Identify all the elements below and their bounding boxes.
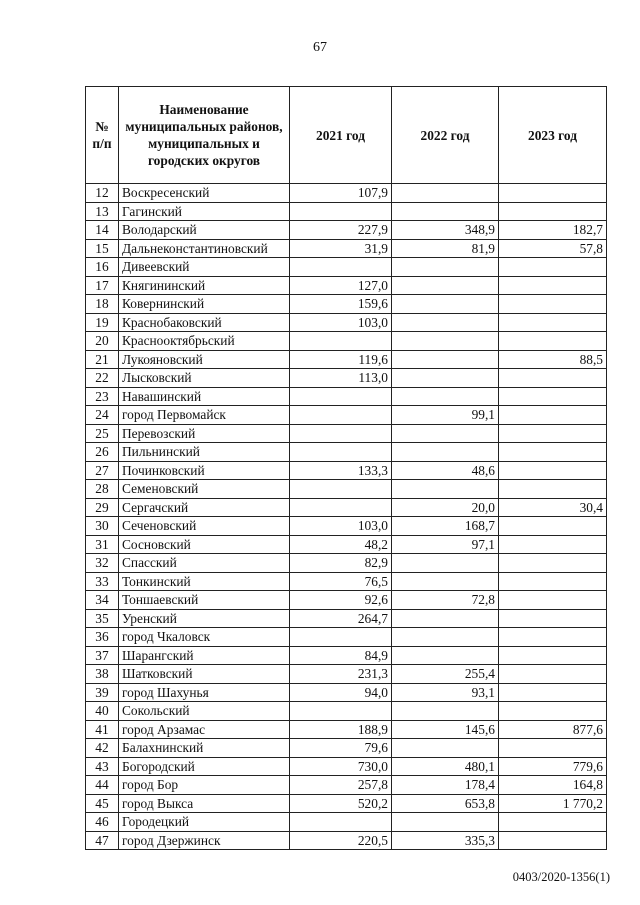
municipality-name-cell: Воскресенский: [119, 184, 290, 203]
value-2023-cell: [499, 683, 607, 702]
value-2022-cell: 348,9: [392, 221, 499, 240]
value-2021-cell: 31,9: [290, 239, 392, 258]
table-row: [86, 313, 607, 332]
value-2023-cell: [499, 517, 607, 536]
municipality-name-cell: город Арзамас: [119, 720, 290, 739]
value-2021-cell: 264,7: [290, 609, 392, 628]
municipality-name-cell: Дальнеконстантиновский: [119, 239, 290, 258]
row-number-cell: 32: [86, 554, 119, 573]
row-number-cell: 18: [86, 295, 119, 314]
municipality-name-cell: Ковернинский: [119, 295, 290, 314]
value-2023-cell: 877,6: [499, 720, 607, 739]
municipality-name-cell: Сеченовский: [119, 517, 290, 536]
value-2021-cell: 188,9: [290, 720, 392, 739]
row-number-cell: 15: [86, 239, 119, 258]
value-2022-cell: 653,8: [392, 794, 499, 813]
row-number-cell: 47: [86, 831, 119, 850]
municipality-name-cell: город Бор: [119, 776, 290, 795]
value-2021-cell: [290, 202, 392, 221]
table-row: [86, 794, 607, 813]
value-2021-cell: 227,9: [290, 221, 392, 240]
value-2023-cell: [499, 628, 607, 647]
header-year-2022: 2022 год: [392, 87, 499, 184]
row-number-cell: 22: [86, 369, 119, 388]
table-row: [86, 683, 607, 702]
value-2022-cell: [392, 258, 499, 277]
value-2022-cell: [392, 332, 499, 351]
table-row: [86, 498, 607, 517]
table-row: [86, 369, 607, 388]
table-row: [86, 591, 607, 610]
value-2021-cell: 133,3: [290, 461, 392, 480]
municipality-name-cell: Краснобаковский: [119, 313, 290, 332]
municipality-name-cell: Дивеевский: [119, 258, 290, 277]
value-2022-cell: 72,8: [392, 591, 499, 610]
value-2021-cell: 103,0: [290, 313, 392, 332]
row-number-cell: 34: [86, 591, 119, 610]
value-2023-cell: [499, 443, 607, 462]
table-row: [86, 628, 607, 647]
value-2021-cell: [290, 443, 392, 462]
value-2023-cell: [499, 406, 607, 425]
table-row: [86, 480, 607, 499]
table-body: [86, 184, 607, 850]
value-2023-cell: [499, 572, 607, 591]
row-number-cell: 19: [86, 313, 119, 332]
row-number-cell: 38: [86, 665, 119, 684]
table-row: [86, 239, 607, 258]
value-2023-cell: [499, 295, 607, 314]
value-2022-cell: 20,0: [392, 498, 499, 517]
table-row: [86, 332, 607, 351]
value-2022-cell: [392, 554, 499, 573]
municipality-name-cell: Княгининский: [119, 276, 290, 295]
page-number: 67: [313, 40, 327, 55]
value-2022-cell: 168,7: [392, 517, 499, 536]
value-2021-cell: [290, 702, 392, 721]
value-2022-cell: 99,1: [392, 406, 499, 425]
municipality-name-cell: Лысковский: [119, 369, 290, 388]
value-2022-cell: [392, 276, 499, 295]
value-2022-cell: [392, 295, 499, 314]
row-number-cell: 26: [86, 443, 119, 462]
value-2023-cell: [499, 202, 607, 221]
value-2022-cell: [392, 739, 499, 758]
value-2022-cell: 48,6: [392, 461, 499, 480]
value-2021-cell: 231,3: [290, 665, 392, 684]
value-2022-cell: 81,9: [392, 239, 499, 258]
table-header-row: [86, 87, 607, 184]
value-2021-cell: 103,0: [290, 517, 392, 536]
table-row: [86, 424, 607, 443]
value-2023-cell: [499, 313, 607, 332]
table-row: [86, 757, 607, 776]
value-2022-cell: 335,3: [392, 831, 499, 850]
value-2023-cell: 88,5: [499, 350, 607, 369]
value-2022-cell: [392, 202, 499, 221]
municipality-name-cell: Балахнинский: [119, 739, 290, 758]
municipality-name-cell: Сосновский: [119, 535, 290, 554]
municipality-name-cell: Городецкий: [119, 813, 290, 832]
table-row: [86, 406, 607, 425]
value-2021-cell: [290, 406, 392, 425]
row-number-cell: 25: [86, 424, 119, 443]
row-number-cell: 36: [86, 628, 119, 647]
municipality-name-cell: Шарангский: [119, 646, 290, 665]
municipality-name-cell: Семеновский: [119, 480, 290, 499]
row-number-cell: 12: [86, 184, 119, 203]
value-2021-cell: [290, 258, 392, 277]
table-row: [86, 702, 607, 721]
municipality-name-cell: Перевозский: [119, 424, 290, 443]
table-row: [86, 221, 607, 240]
value-2022-cell: [392, 813, 499, 832]
value-2022-cell: [392, 424, 499, 443]
value-2022-cell: [392, 369, 499, 388]
value-2021-cell: 730,0: [290, 757, 392, 776]
value-2021-cell: 48,2: [290, 535, 392, 554]
value-2021-cell: [290, 813, 392, 832]
value-2022-cell: 178,4: [392, 776, 499, 795]
value-2023-cell: 182,7: [499, 221, 607, 240]
value-2021-cell: 119,6: [290, 350, 392, 369]
value-2023-cell: [499, 480, 607, 499]
value-2023-cell: [499, 258, 607, 277]
document-code: 0403/2020-1356(1): [512, 870, 610, 884]
value-2022-cell: [392, 184, 499, 203]
row-number-cell: 29: [86, 498, 119, 517]
table-row: [86, 387, 607, 406]
municipality-name-cell: город Шахунья: [119, 683, 290, 702]
row-number-cell: 27: [86, 461, 119, 480]
municipality-name-cell: Навашинский: [119, 387, 290, 406]
row-number-cell: 28: [86, 480, 119, 499]
municipality-name-cell: Тонкинский: [119, 572, 290, 591]
value-2021-cell: [290, 628, 392, 647]
value-2022-cell: 93,1: [392, 683, 499, 702]
value-2023-cell: [499, 369, 607, 388]
value-2021-cell: 220,5: [290, 831, 392, 850]
row-number-cell: 45: [86, 794, 119, 813]
row-number-cell: 16: [86, 258, 119, 277]
municipality-name-cell: Богородский: [119, 757, 290, 776]
row-number-cell: 20: [86, 332, 119, 351]
value-2023-cell: [499, 609, 607, 628]
table-row: [86, 665, 607, 684]
row-number-cell: 13: [86, 202, 119, 221]
value-2021-cell: 107,9: [290, 184, 392, 203]
value-2021-cell: 127,0: [290, 276, 392, 295]
table-row: [86, 258, 607, 277]
municipality-name-cell: Сергачский: [119, 498, 290, 517]
table-row: [86, 202, 607, 221]
value-2021-cell: 84,9: [290, 646, 392, 665]
municipality-name-cell: город Дзержинск: [119, 831, 290, 850]
value-2022-cell: 97,1: [392, 535, 499, 554]
table-row: [86, 276, 607, 295]
value-2021-cell: [290, 498, 392, 517]
table-row: [86, 461, 607, 480]
value-2023-cell: [499, 424, 607, 443]
table-row: [86, 813, 607, 832]
row-number-cell: 44: [86, 776, 119, 795]
table-row: [86, 517, 607, 536]
table-row: [86, 720, 607, 739]
row-number-cell: 40: [86, 702, 119, 721]
value-2023-cell: 30,4: [499, 498, 607, 517]
row-number-cell: 30: [86, 517, 119, 536]
value-2021-cell: 94,0: [290, 683, 392, 702]
value-2023-cell: [499, 739, 607, 758]
value-2022-cell: [392, 628, 499, 647]
municipality-name-cell: город Чкаловск: [119, 628, 290, 647]
table-row: [86, 295, 607, 314]
table-row: [86, 776, 607, 795]
municipality-name-cell: Сокольский: [119, 702, 290, 721]
value-2022-cell: 145,6: [392, 720, 499, 739]
value-2022-cell: [392, 387, 499, 406]
value-2023-cell: [499, 665, 607, 684]
value-2022-cell: [392, 702, 499, 721]
value-2022-cell: [392, 350, 499, 369]
municipality-name-cell: Тоншаевский: [119, 591, 290, 610]
value-2021-cell: [290, 387, 392, 406]
header-municipality-name: Наименование муниципальных районов, муниципальных и городских округов: [119, 87, 290, 184]
value-2023-cell: [499, 332, 607, 351]
municipality-name-cell: Пильнинский: [119, 443, 290, 462]
row-number-cell: 41: [86, 720, 119, 739]
value-2023-cell: [499, 702, 607, 721]
value-2023-cell: [499, 554, 607, 573]
row-number-cell: 31: [86, 535, 119, 554]
value-2023-cell: [499, 387, 607, 406]
row-number-cell: 39: [86, 683, 119, 702]
value-2022-cell: [392, 609, 499, 628]
value-2022-cell: [392, 313, 499, 332]
municipality-name-cell: Починковский: [119, 461, 290, 480]
header-number: № п/п: [86, 87, 119, 184]
header-year-2023: 2023 год: [499, 87, 607, 184]
value-2022-cell: [392, 572, 499, 591]
row-number-cell: 46: [86, 813, 119, 832]
value-2023-cell: 779,6: [499, 757, 607, 776]
value-2021-cell: 79,6: [290, 739, 392, 758]
value-2021-cell: 257,8: [290, 776, 392, 795]
value-2021-cell: 159,6: [290, 295, 392, 314]
row-number-cell: 17: [86, 276, 119, 295]
municipality-name-cell: город Выкса: [119, 794, 290, 813]
table-row: [86, 535, 607, 554]
table-row: [86, 554, 607, 573]
value-2023-cell: [499, 535, 607, 554]
value-2021-cell: 113,0: [290, 369, 392, 388]
row-number-cell: 14: [86, 221, 119, 240]
municipality-name-cell: Гагинский: [119, 202, 290, 221]
value-2022-cell: [392, 480, 499, 499]
municipality-name-cell: Володарский: [119, 221, 290, 240]
row-number-cell: 21: [86, 350, 119, 369]
row-number-cell: 37: [86, 646, 119, 665]
row-number-cell: 33: [86, 572, 119, 591]
value-2022-cell: [392, 443, 499, 462]
value-2023-cell: 1 770,2: [499, 794, 607, 813]
municipality-name-cell: Краснооктябрьский: [119, 332, 290, 351]
value-2023-cell: 164,8: [499, 776, 607, 795]
header-year-2021: 2021 год: [290, 87, 392, 184]
value-2021-cell: 520,2: [290, 794, 392, 813]
value-2021-cell: [290, 424, 392, 443]
row-number-cell: 35: [86, 609, 119, 628]
table-row: [86, 831, 607, 850]
row-number-cell: 43: [86, 757, 119, 776]
value-2021-cell: 82,9: [290, 554, 392, 573]
table-row: [86, 572, 607, 591]
table-row: [86, 646, 607, 665]
table-row: [86, 609, 607, 628]
value-2023-cell: [499, 813, 607, 832]
value-2023-cell: [499, 591, 607, 610]
value-2023-cell: 57,8: [499, 239, 607, 258]
row-number-cell: 42: [86, 739, 119, 758]
value-2022-cell: 480,1: [392, 757, 499, 776]
table-row: [86, 739, 607, 758]
municipality-name-cell: Уренский: [119, 609, 290, 628]
municipality-name-cell: Спасский: [119, 554, 290, 573]
value-2021-cell: 76,5: [290, 572, 392, 591]
value-2023-cell: [499, 276, 607, 295]
value-2023-cell: [499, 646, 607, 665]
value-2021-cell: [290, 332, 392, 351]
value-2023-cell: [499, 831, 607, 850]
value-2023-cell: [499, 184, 607, 203]
municipality-name-cell: город Первомайск: [119, 406, 290, 425]
row-number-cell: 23: [86, 387, 119, 406]
funding-table: [85, 86, 607, 850]
municipality-name-cell: Лукояновский: [119, 350, 290, 369]
value-2021-cell: [290, 480, 392, 499]
value-2021-cell: 92,6: [290, 591, 392, 610]
table-row: [86, 443, 607, 462]
value-2022-cell: [392, 646, 499, 665]
row-number-cell: 24: [86, 406, 119, 425]
value-2023-cell: [499, 461, 607, 480]
table-row: [86, 184, 607, 203]
municipality-name-cell: Шатковский: [119, 665, 290, 684]
table-row: [86, 350, 607, 369]
value-2022-cell: 255,4: [392, 665, 499, 684]
